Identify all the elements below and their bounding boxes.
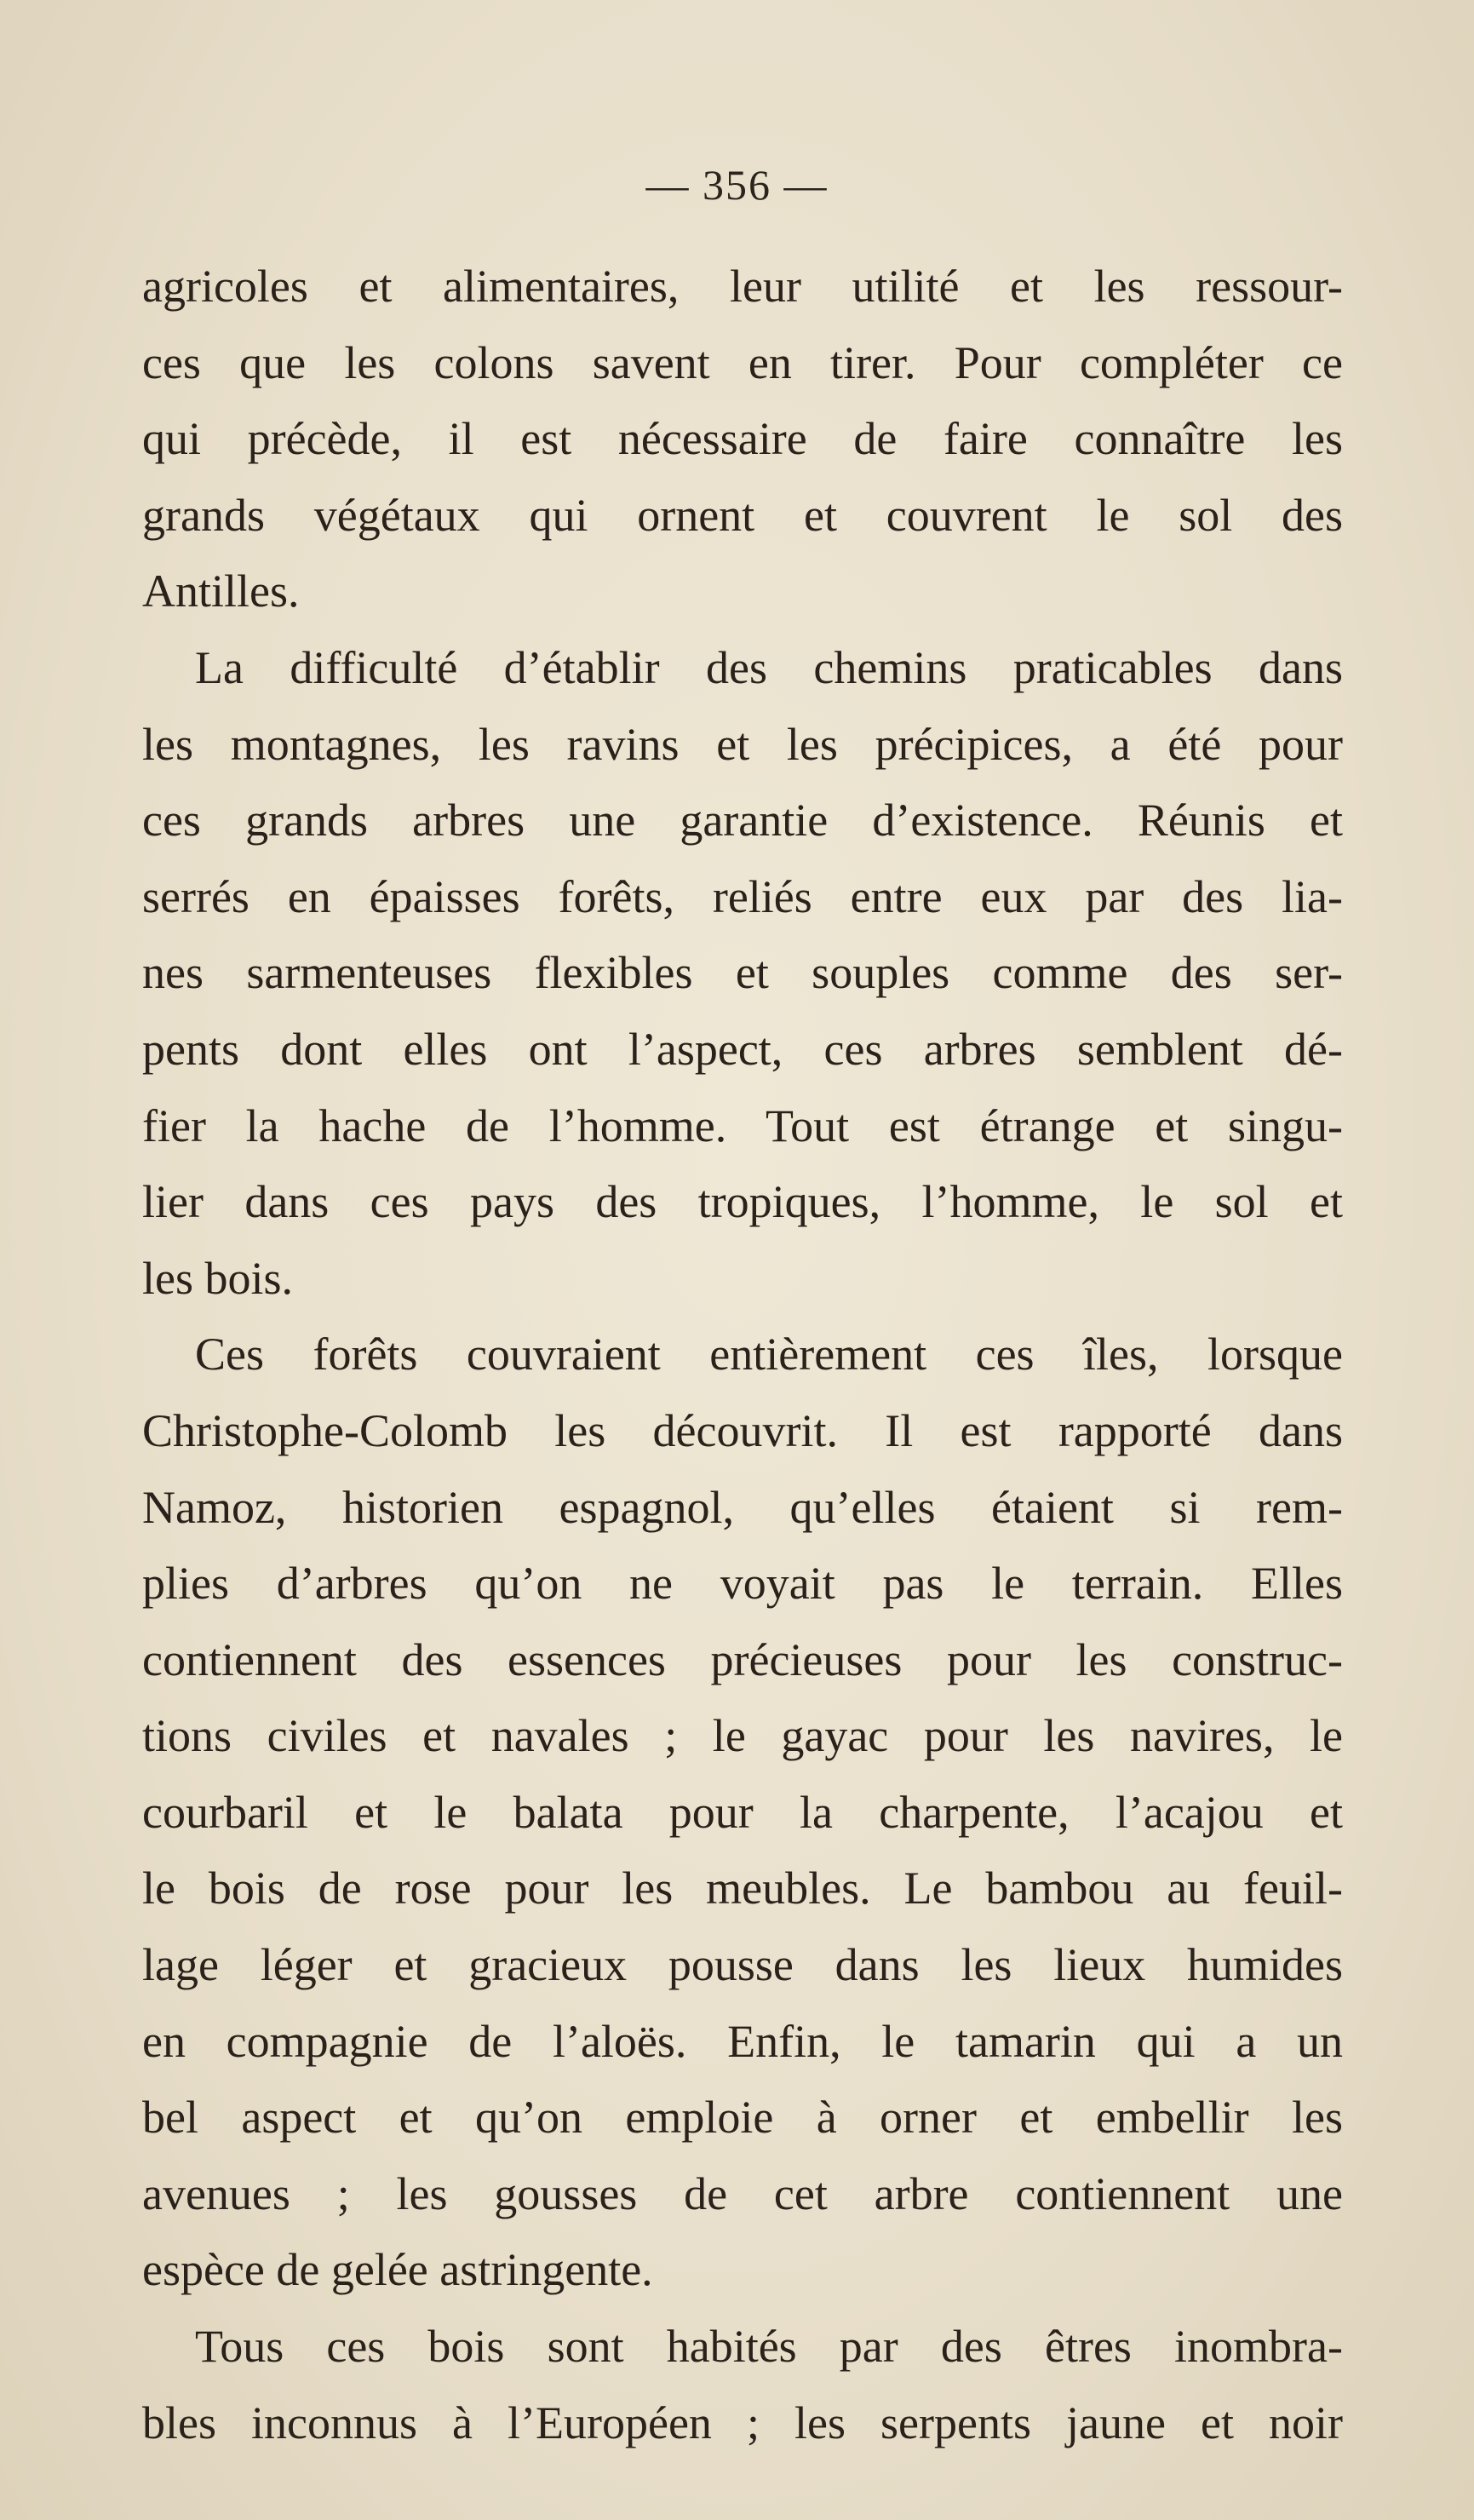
text-line: grands végétaux qui ornent et couvrent le sol des bbox=[142, 489, 1343, 541]
text-line: les bois. bbox=[142, 1252, 294, 1304]
text-line: Christophe-Colomb les découvrit. Il est rapporté dans bbox=[142, 1404, 1343, 1456]
text-line: bles inconnus à l’Européen ; les serpents jaune et noir bbox=[142, 2397, 1343, 2448]
text-line: Namoz, historien espagnol, qu’elles étaient si rem- bbox=[142, 1481, 1343, 1533]
text-line: Antilles. bbox=[142, 565, 300, 617]
text-line: pents dont elles ont l’aspect, ces arbres semblent dé- bbox=[142, 1023, 1343, 1075]
text-line: tions civiles et navales ; le gayac pour les navires, le bbox=[142, 1710, 1343, 1762]
text-line: Tous ces bois sont habités par des êtres inombra- bbox=[195, 2321, 1343, 2373]
text-line: contiennent des essences précieuses pour les construc- bbox=[142, 1633, 1343, 1685]
text-line: avenues ; les gousses de cet arbre contiennent une bbox=[142, 2167, 1343, 2219]
text-line: lier dans ces pays des tropiques, l’homme, le sol et bbox=[142, 1176, 1343, 1228]
text-line: plies d’arbres qu’on ne voyait pas le terrain. Elles bbox=[142, 1558, 1343, 1610]
text-line: agricoles et alimentaires, leur utilité et les ressour- bbox=[142, 261, 1343, 312]
text-line: serrés en épaisses forêts, reliés entre eux par des lia- bbox=[142, 870, 1343, 922]
text-line: fier la hache de l’homme. Tout est étrange et singu- bbox=[142, 1099, 1343, 1151]
text-line: Ces forêts couvraient entièrement ces îles, lorsque bbox=[195, 1329, 1343, 1381]
text-line: les montagnes, les ravins et les précipices, a été pour bbox=[142, 718, 1343, 770]
text-line: nes sarmenteuses flexibles et souples comme des ser- bbox=[142, 947, 1343, 999]
text-line: espèce de gelée astringente. bbox=[142, 2244, 653, 2296]
text-line: ces grands arbres une garantie d’existence. Réunis et bbox=[142, 795, 1343, 847]
text-line: le bois de rose pour les meubles. Le bambou au feuil- bbox=[142, 1863, 1343, 1914]
text-line: lage léger et gracieux pousse dans les lieux humides bbox=[142, 1939, 1343, 1991]
body-text bbox=[142, 249, 1343, 2461]
text-line: ces que les colons savent en tirer. Pour compléter ce bbox=[142, 336, 1343, 388]
page-number: — 356 — bbox=[645, 161, 829, 209]
text-line: La difficulté d’établir des chemins praticables dans bbox=[195, 641, 1343, 693]
text-line: bel aspect et qu’on emploie à orner et embellir les bbox=[142, 2092, 1343, 2144]
text-line: courbaril et le balata pour la charpente, l’acajou et bbox=[142, 1786, 1343, 1838]
text-line: qui précède, il est nécessaire de faire connaître les bbox=[142, 413, 1343, 465]
text-line: en compagnie de l’aloës. Enfin, le tamarin qui a un bbox=[142, 2015, 1343, 2067]
